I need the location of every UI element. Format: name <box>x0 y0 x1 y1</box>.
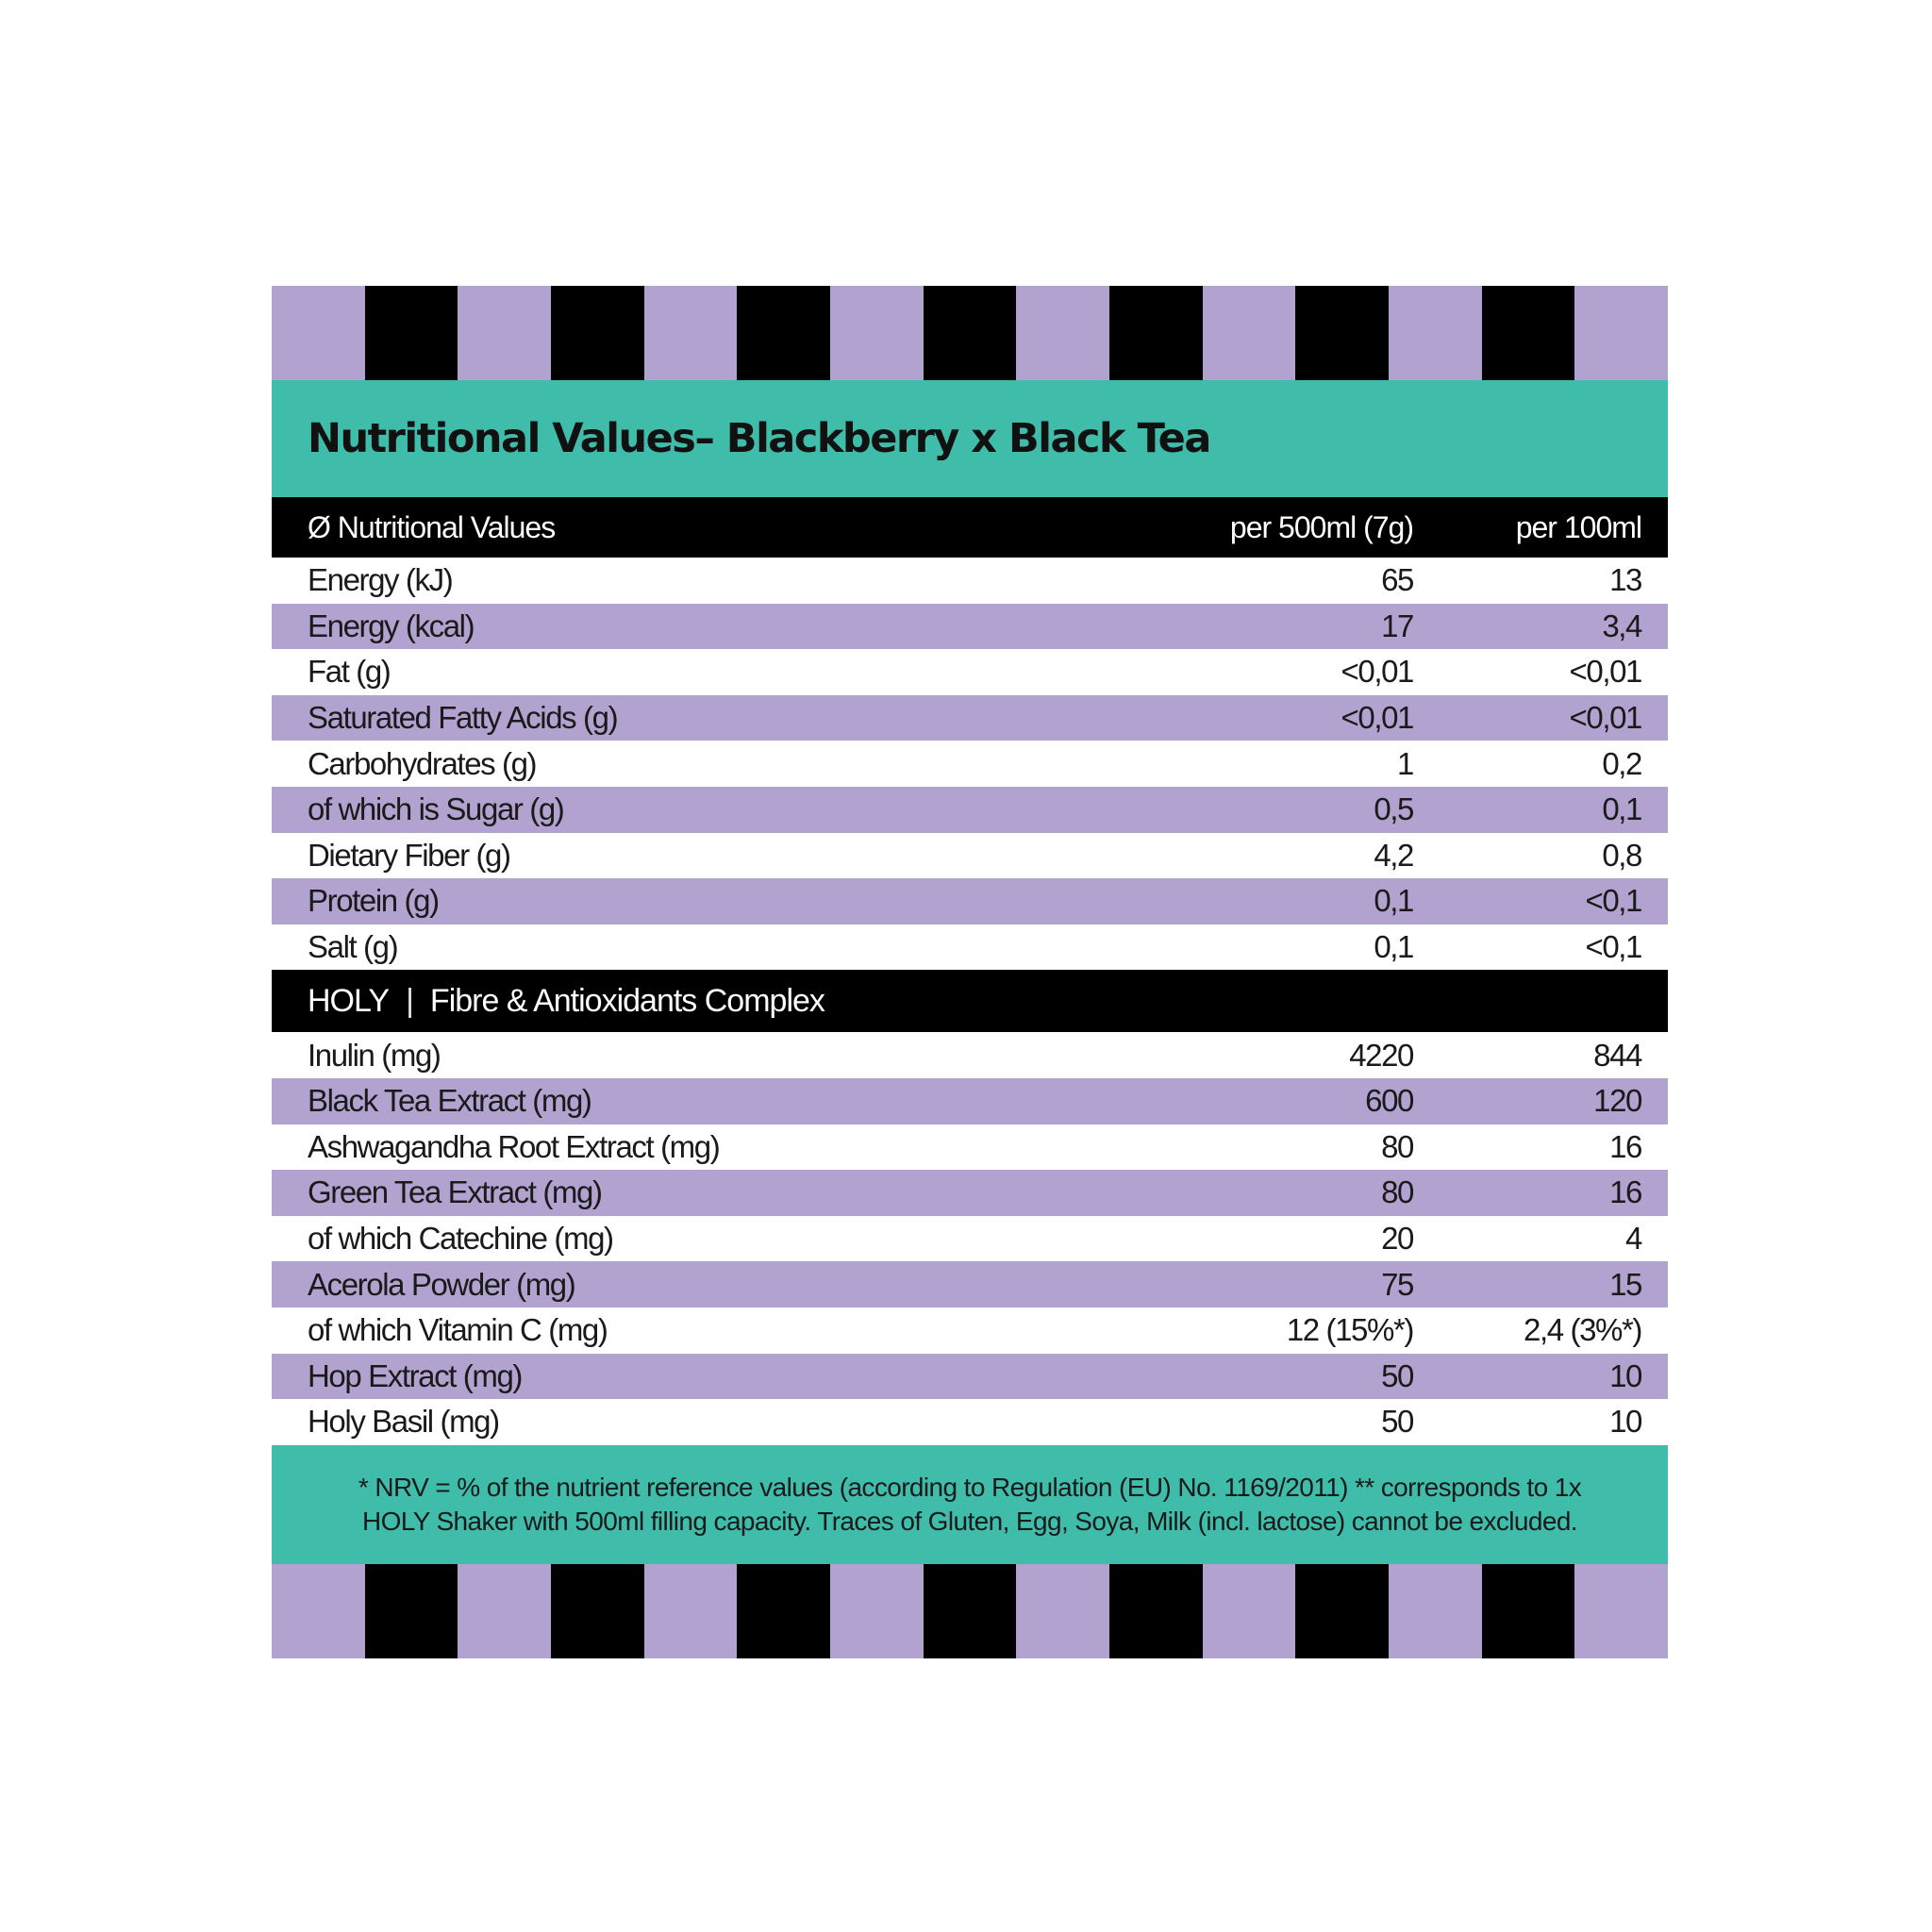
row-per-100: 10 <box>1609 1357 1641 1393</box>
row-per-500: 80 <box>1381 1128 1413 1164</box>
footnote-line-2: HOLY Shaker with 500ml filling capacity. Traces of Gluten, Egg, Soya, Milk (incl. lactose) cannot be excluded. <box>362 1506 1577 1536</box>
stripe-segment <box>1295 286 1389 380</box>
row-name: Ashwagandha Root Extract (mg) <box>308 1128 720 1164</box>
row-name: of which Vitamin C (mg) <box>308 1312 608 1348</box>
stripe-segment <box>1203 1564 1296 1658</box>
row-name: Fat (g) <box>308 654 391 690</box>
stripe-segment <box>1389 286 1482 380</box>
table-row <box>272 1307 1668 1354</box>
row-per-100: 2,4 (3%*) <box>1524 1312 1641 1348</box>
bottom-stripe-band <box>272 1564 1668 1658</box>
row-per-100: 15 <box>1609 1266 1641 1302</box>
row-per-500: 75 <box>1381 1266 1413 1302</box>
row-name: Black Tea Extract (mg) <box>308 1083 591 1119</box>
row-per-500: 50 <box>1381 1404 1413 1440</box>
header-per-100: per 100ml <box>1515 509 1641 544</box>
row-per-100: <0,01 <box>1569 654 1641 690</box>
stripe-segment <box>458 1564 551 1658</box>
top-stripe-band <box>272 286 1668 380</box>
table-header <box>272 497 1668 558</box>
row-per-100: <0,01 <box>1569 700 1641 736</box>
table-row <box>272 1078 1668 1124</box>
stripe-segment <box>1109 1564 1203 1658</box>
row-per-100: 844 <box>1593 1037 1641 1073</box>
row-name: Hop Extract (mg) <box>308 1357 522 1393</box>
stripe-segment <box>830 1564 924 1658</box>
stripe-segment <box>1203 286 1296 380</box>
row-name: Holy Basil (mg) <box>308 1404 499 1440</box>
row-name: Protein (g) <box>308 883 439 919</box>
table-row <box>272 878 1668 924</box>
stripe-segment <box>1016 1564 1109 1658</box>
table-row <box>272 833 1668 879</box>
row-name: Salt (g) <box>308 929 398 965</box>
row-name: Energy (kcal) <box>308 608 475 643</box>
row-per-500: 0,1 <box>1374 883 1413 919</box>
row-name: Green Tea Extract (mg) <box>308 1174 602 1210</box>
table-row <box>272 1261 1668 1307</box>
stripe-segment <box>737 286 830 380</box>
table-row <box>272 1170 1668 1216</box>
page-title: Nutritional Values– Blackberry x Black Tea <box>308 415 1210 462</box>
complex-rows <box>272 1032 1668 1444</box>
row-per-500: 600 <box>1365 1083 1413 1119</box>
stripe-segment <box>830 286 924 380</box>
row-per-100: 13 <box>1609 562 1641 598</box>
complex-section-header <box>272 970 1668 1032</box>
table-row <box>272 1124 1668 1171</box>
table-row <box>272 924 1668 971</box>
stripe-segment <box>551 1564 644 1658</box>
row-per-500: <0,01 <box>1341 700 1413 736</box>
row-per-100: 120 <box>1593 1083 1641 1119</box>
stripe-segment <box>924 286 1017 380</box>
stripe-segment <box>1016 286 1109 380</box>
stripe-segment <box>272 1564 365 1658</box>
row-per-100: 3,4 <box>1602 608 1641 643</box>
section-separator: | <box>406 982 413 1019</box>
stripe-segment <box>272 286 365 380</box>
stripe-segment <box>1389 1564 1482 1658</box>
stripe-segment <box>1295 1564 1389 1658</box>
header-per-500: per 500ml (7g) <box>1229 509 1413 544</box>
nutrition-label-panel <box>272 286 1668 1658</box>
stripe-segment <box>1574 286 1668 380</box>
table-row <box>272 741 1668 787</box>
row-per-100: 16 <box>1609 1174 1641 1210</box>
stripe-segment <box>365 1564 458 1658</box>
table-row <box>272 1032 1668 1078</box>
row-per-500: 4220 <box>1349 1037 1413 1073</box>
stripe-segment <box>1482 286 1575 380</box>
row-per-500: 65 <box>1381 562 1413 598</box>
table-row <box>272 1216 1668 1262</box>
stripe-segment <box>458 286 551 380</box>
row-per-100: <0,1 <box>1585 929 1641 965</box>
stripe-segment <box>365 286 458 380</box>
row-name: Inulin (mg) <box>308 1037 441 1073</box>
row-per-500: <0,01 <box>1341 654 1413 690</box>
footnote <box>272 1445 1668 1564</box>
table-row <box>272 558 1668 604</box>
table-row <box>272 695 1668 741</box>
row-per-500: 0,5 <box>1374 791 1413 827</box>
row-name: Carbohydrates (g) <box>308 745 537 781</box>
stripe-segment <box>1482 1564 1575 1658</box>
section-brand: HOLY <box>308 982 390 1019</box>
table-row <box>272 1399 1668 1445</box>
row-per-100: 16 <box>1609 1128 1641 1164</box>
row-name: of which is Sugar (g) <box>308 791 564 827</box>
row-per-500: 4,2 <box>1374 837 1413 873</box>
stripe-segment <box>644 286 738 380</box>
row-per-500: 17 <box>1381 608 1413 643</box>
row-per-100: 0,2 <box>1602 745 1641 781</box>
table-row <box>272 604 1668 650</box>
stripe-segment <box>924 1564 1017 1658</box>
row-name: Energy (kJ) <box>308 562 453 598</box>
row-per-100: 0,1 <box>1602 791 1641 827</box>
table-row <box>272 649 1668 695</box>
row-name: Acerola Powder (mg) <box>308 1266 575 1302</box>
row-per-100: 10 <box>1609 1404 1641 1440</box>
row-per-500: 1 <box>1397 745 1413 781</box>
row-per-500: 50 <box>1381 1357 1413 1393</box>
row-per-500: 80 <box>1381 1174 1413 1210</box>
row-per-100: 0,8 <box>1602 837 1641 873</box>
footnote-text <box>358 1471 1581 1539</box>
stripe-segment <box>644 1564 738 1658</box>
stripe-segment <box>737 1564 830 1658</box>
row-per-500: 0,1 <box>1374 929 1413 965</box>
row-per-100: <0,1 <box>1585 883 1641 919</box>
stripe-segment <box>551 286 644 380</box>
table-row <box>272 1354 1668 1400</box>
row-per-100: 4 <box>1625 1221 1641 1257</box>
title-bar <box>272 380 1668 497</box>
row-name: Dietary Fiber (g) <box>308 837 510 873</box>
stripe-segment <box>1109 286 1203 380</box>
table-row <box>272 787 1668 833</box>
row-name: Saturated Fatty Acids (g) <box>308 700 618 736</box>
nutrition-rows <box>272 558 1668 970</box>
row-name: of which Catechine (mg) <box>308 1221 613 1257</box>
header-name: Ø Nutritional Values <box>308 509 556 544</box>
row-per-500: 12 (15%*) <box>1286 1312 1413 1348</box>
section-label: Fibre & Antioxidants Complex <box>429 982 824 1019</box>
footnote-line-1: * NRV = % of the nutrient reference values (according to Regulation (EU) No. 1169/2011) ** corresponds to 1x <box>358 1472 1582 1502</box>
row-per-500: 20 <box>1381 1221 1413 1257</box>
stripe-segment <box>1574 1564 1668 1658</box>
